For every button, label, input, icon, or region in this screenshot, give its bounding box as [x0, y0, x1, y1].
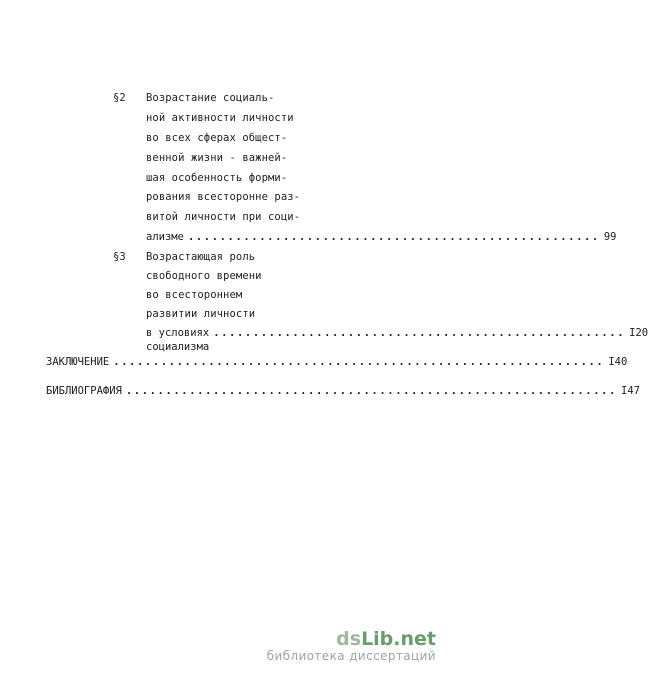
section-2-page-number: 99	[603, 231, 617, 243]
dot-leader: ..............................................................	[113, 356, 605, 368]
conclusion-page-number: I40	[608, 356, 628, 368]
bibliography-entry-row	[46, 384, 640, 398]
section-2-title-line-5: шая особенность форми-	[146, 172, 288, 184]
watermark	[267, 629, 436, 663]
section-2-title-line-1: Возрастание социаль-	[146, 92, 275, 104]
section-3-title-line-1: Возрастающая роль	[146, 251, 256, 263]
section-2-title-line-7: витой личности при соци-	[146, 211, 301, 223]
bibliography-page-number: I47	[621, 385, 640, 397]
section-3-number: §3	[113, 251, 126, 263]
conclusion-entry-row	[46, 355, 628, 369]
bibliography-label: БИБЛИОГРАФИЯ	[46, 385, 122, 397]
section-2-title-line-2: ной активности личности	[146, 112, 294, 124]
section-2-title-line-3: во всех сферах общест-	[146, 132, 288, 144]
section-2-title-last-line: ализме	[146, 231, 184, 243]
dot-leader: ..............................................................	[125, 385, 617, 397]
watermark-subtitle: библиотека диссертаций	[266, 649, 436, 663]
section-2-title-line-4: венной жизни - важней-	[146, 152, 288, 164]
dot-leader: ....................................................	[213, 327, 626, 339]
watermark-brand: dsLib.net	[336, 628, 436, 650]
section-2-title-line-6: рования всесторонне раз-	[146, 191, 301, 203]
dot-leader: ....................................................	[187, 231, 600, 243]
section-3-page-number: I20	[629, 327, 648, 339]
section-3-title-line-3: во всестороннем	[146, 289, 243, 301]
conclusion-label: ЗАКЛЮЧЕНИЕ	[46, 356, 110, 368]
section-3-title-line-2: свободного времени	[146, 270, 262, 282]
section-3-title-last-line: в условиях социализма	[146, 327, 210, 353]
section-2-number: §2	[113, 92, 126, 104]
section-2-entry-row	[146, 230, 617, 244]
section-3-title-line-4: развитии личности	[146, 308, 256, 320]
section-3-entry-row	[146, 326, 648, 354]
